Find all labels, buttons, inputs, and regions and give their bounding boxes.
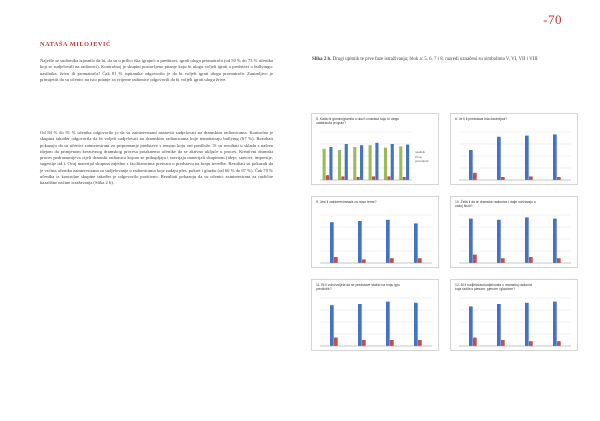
chart-bar [497, 304, 501, 346]
chart-bar [497, 137, 501, 180]
author-heading: NATAŠA MILOJEVIĆ [40, 41, 112, 48]
chart-bar [341, 176, 344, 180]
chart-bar [330, 305, 334, 346]
chart-3-plot [312, 197, 440, 269]
chart-bar [369, 145, 372, 180]
chart-bar [529, 257, 533, 263]
chart-bar [557, 177, 561, 180]
figure-caption [312, 57, 562, 63]
chart-bar [353, 147, 356, 180]
chart-bar [399, 146, 402, 180]
paragraph-1: Najviše se sudionika izjasnilo da bi, da su u prilici išta igrajući u predstavi, igrali ulogu promatrača (od 50 % do 73 % učenika koji se sudjelovali na radionici). Kontrolnoj je skupini postavljeno pitanje koju bi ulogu voljeli igrati u predstavi o bullyingu: nasilnika, žrtvu ili promatrača? Čak 81 % ispitanika odgovorilo je da bi voljeli igrati ulogu promatrača. Zanimljivo je primijetiti da su učenici na isto pitanje za vrijeme radionice odgovorili da bi voljeli igrati ulogu žrtve. [40, 58, 273, 82]
chart-bar [553, 134, 557, 180]
chart-bar [529, 341, 533, 346]
chart-bar [390, 258, 394, 263]
chart-bar [418, 258, 422, 263]
chart-bar [391, 144, 394, 180]
chart-2 [450, 113, 578, 185]
chart-bar [469, 219, 473, 263]
chart-title: 11. Bi li volio/voljela da se predstave stalno na tvoju igru predložiš? [316, 283, 400, 292]
chart-bar [323, 149, 326, 180]
chart-bar [525, 303, 529, 346]
legend-item-2: žrtva [415, 154, 422, 159]
chart-bar [386, 220, 390, 263]
chart-bar [362, 259, 366, 263]
chart-bar [390, 340, 394, 346]
chart-5 [311, 279, 439, 351]
chart-bar [414, 303, 418, 346]
chart-bar [330, 222, 334, 263]
chart-bar [418, 340, 422, 346]
chart-bar [501, 340, 505, 346]
chart-bar [358, 221, 362, 263]
chart-bar [387, 176, 390, 180]
chart-bar [557, 341, 561, 346]
chart-title: 10. Želiš li da te dramske radionice i dalje održavaju u vašoj školi? [455, 200, 536, 209]
chart-title: 12. Bi li sudjelovao/sudjelovala u dramskoj radionici koja radila s plesom, pjevom i glazbom? [455, 283, 533, 292]
chart-bar [372, 176, 375, 180]
chart-bar [334, 338, 338, 346]
chart-2-plot [451, 114, 579, 186]
caption-text: Drugi upitnik te prve faze istraživanja; blok a: 5, 6, 7 i 8. razredi označeni su simbolima V, VI, VII i VIII [332, 57, 538, 62]
chart-bar [406, 145, 409, 180]
paragraph-2: Od 84 % do 91 % učenika odgovorilo je da su zainteresirani nastaviti sudjelovati na dramskim radionicama. Kontrolna je skupina također odgovorila da bi voljeli sudjelovati na dramskim radionicama koje tematiziraju bullying (67 %). Rezultati pokazuju da su učenici zainteresirani za pripremanje predstave s temom koju oni predlože. Ti su rezultati u skladu s našom idejom da primjenom kreativnog dramskog procesa potaknemo učenike da se aktivno uključe u proces. Kreativni dramski proces podrazumijeva cijeli dramski radionica kojom se prikupljaju i razvijaju materijali skupinom (ideje, stavovi, impresije, sugestije itd.). Ovaj materijal skupina zajedno s facilitatorima pretvara u predstavu na kraju izvedbe. Rezultati su pokazali da je većina učenika zainteresirana za sudjelovanje u radionicama koje zadaju ples, pokret i glazbu (od 60 % do 87 %). Čak 70 % učenika iz kontrolne skupine također je odgovorilo pozitivno. Rezultati pokazuju da su učenici zainteresirani za različite kazališne načine izražavanja (Slika 2 b). [40, 130, 273, 185]
chart-bar [469, 306, 473, 346]
chart-4 [450, 196, 578, 268]
chart-title: 6. Je li ti predstava bila zanimljiva? [455, 117, 508, 121]
chart-3 [311, 196, 439, 268]
chart-bar [386, 302, 390, 346]
chart-bar [557, 258, 561, 263]
chart-bar [360, 145, 363, 180]
chart-bar [473, 173, 477, 180]
chart-bar [525, 136, 529, 180]
chart-bar [473, 255, 477, 263]
chart-title: 9. Jesi li zainteresirana/a za nove teme? [316, 200, 377, 204]
chart-bar [362, 340, 366, 346]
chart-title: 5. Kada bi glumio/glumila u ulozi u nastavi koju bi ulogu odabrao/la je igrao? [316, 117, 400, 126]
chart-bar [414, 223, 418, 263]
caption-label: Slika 2 b. [312, 57, 332, 62]
chart-bar [553, 219, 557, 263]
chart-4-plot [451, 197, 579, 269]
chart-bar [326, 175, 329, 180]
chart-bar [329, 147, 332, 180]
chart-bar [469, 150, 473, 180]
chart-bar [497, 220, 501, 263]
chart-1 [311, 113, 439, 185]
legend-item-3: promatrač [415, 159, 429, 164]
chart-bar [403, 177, 406, 180]
chart-bar [345, 144, 348, 180]
chart-bar [553, 302, 557, 346]
chart-bar [473, 338, 477, 346]
chart-bar [358, 304, 362, 346]
chart-bar [338, 150, 341, 180]
chart-bar [357, 177, 360, 180]
legend-item-1: nasilnik [415, 150, 426, 154]
chart-bar [525, 217, 529, 263]
chart-bar [375, 143, 378, 180]
chart-bar [384, 148, 387, 180]
page-number: -70 [543, 12, 562, 27]
chart-bar [501, 258, 505, 263]
chart-bar [501, 177, 505, 180]
chart-bar [334, 257, 338, 263]
chart-6 [450, 279, 578, 351]
chart-bar [529, 176, 533, 180]
chart-5-plot [312, 280, 440, 352]
chart-6-plot [451, 280, 579, 352]
chart-legend [415, 150, 429, 164]
